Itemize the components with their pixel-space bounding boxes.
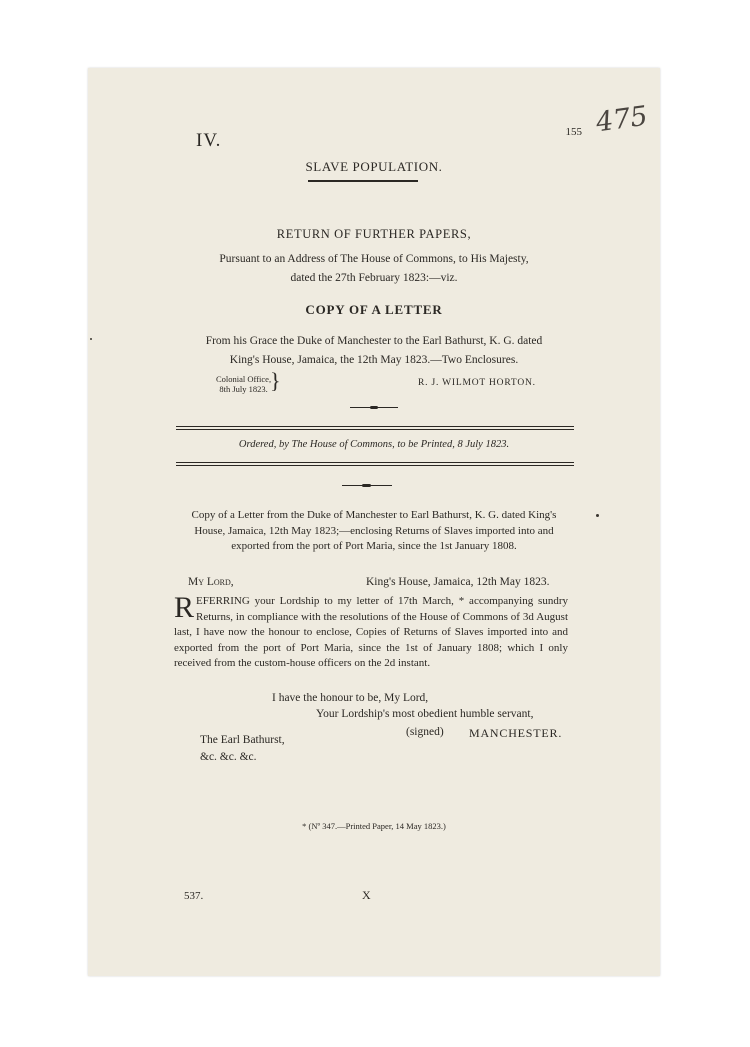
document-title: SLAVE POPULATION. bbox=[305, 159, 443, 174]
salutation bbox=[188, 576, 234, 588]
pursuant-line-2: dated the 27th February 1823:—viz. bbox=[290, 272, 458, 284]
signed-label: (signed) bbox=[406, 726, 444, 738]
page-number: 155 bbox=[565, 126, 582, 138]
document-page bbox=[88, 68, 660, 976]
title-underline bbox=[308, 180, 418, 182]
copy-heading: COPY OF A LETTER bbox=[305, 302, 443, 317]
ink-spot bbox=[596, 514, 599, 517]
from-line-2: King's House, Jamaica, the 12th May 1823.—Two Enclosures. bbox=[229, 354, 519, 366]
drop-cap: R bbox=[174, 591, 195, 624]
rule bbox=[176, 465, 574, 466]
closing-line-1: I have the honour to be, My Lord, bbox=[272, 692, 429, 704]
addressee-etc: &c. &c. &c. bbox=[200, 751, 257, 763]
rule bbox=[176, 426, 574, 427]
colonial-office-line-1: Colonial Office, bbox=[216, 374, 272, 384]
pursuant-text bbox=[88, 250, 660, 288]
document-number: 537. bbox=[184, 890, 204, 902]
ink-spot bbox=[90, 338, 92, 340]
letter-body-text: EFERRING your Lordship to my letter of 17th March, * accompanying sundry Returns, in compliance with the resolutions of the House of Commons of 3d August last, I have now the honour to enclose, Copies of Returns of Slaves imported into and exported from the port of Port Maria, since the 1st of January 1808; which I only received from the custom-house officers on the 2d instant. bbox=[174, 595, 568, 669]
colonial-office bbox=[216, 374, 271, 394]
return-heading: RETURN OF FURTHER PAPERS, bbox=[276, 227, 472, 241]
sender-name: MANCHESTER. bbox=[469, 726, 563, 740]
salutation-text: My Lord, bbox=[188, 576, 234, 588]
rule bbox=[176, 462, 574, 463]
brace-glyph: } bbox=[270, 368, 281, 393]
ornament-divider bbox=[342, 484, 392, 487]
letter-body bbox=[174, 591, 568, 672]
colonial-office-line-2: 8th July 1823. bbox=[219, 384, 268, 394]
footnote: * (Nº 347.—Printed Paper, 14 May 1823.) bbox=[302, 821, 446, 831]
dateline: King's House, Jamaica, 12th May 1823. bbox=[366, 576, 550, 588]
ordered-notice: Ordered, by The House of Commons, to be Printed, 8 July 1823. bbox=[238, 439, 510, 450]
copy-of-letter-paragraph: Copy of a Letter from the Duke of Manchester to Earl Bathurst, K. G. dated King's House, Jamaica, 12th May 1823;—enclosing Returns of Slaves imported into and exported from the port of Port Maria, since the 1st January 1808. bbox=[191, 509, 557, 552]
addressee: The Earl Bathurst, bbox=[200, 734, 285, 746]
signature-mark: X bbox=[362, 888, 371, 902]
handwritten-number: 475 bbox=[594, 100, 650, 139]
section-number: IV. bbox=[196, 130, 222, 151]
from-line-1: From his Grace the Duke of Manchester to the Earl Bathurst, K. G. dated bbox=[205, 335, 543, 347]
pursuant-line-1: Pursuant to an Address of The House of Commons, to His Majesty, bbox=[219, 253, 529, 265]
ornament-divider bbox=[350, 406, 398, 409]
rule bbox=[176, 429, 574, 430]
from-text bbox=[168, 332, 580, 370]
closing-line-2: Your Lordship's most obedient humble servant, bbox=[316, 708, 534, 720]
signatory: R. J. WILMOT HORTON. bbox=[418, 378, 536, 388]
